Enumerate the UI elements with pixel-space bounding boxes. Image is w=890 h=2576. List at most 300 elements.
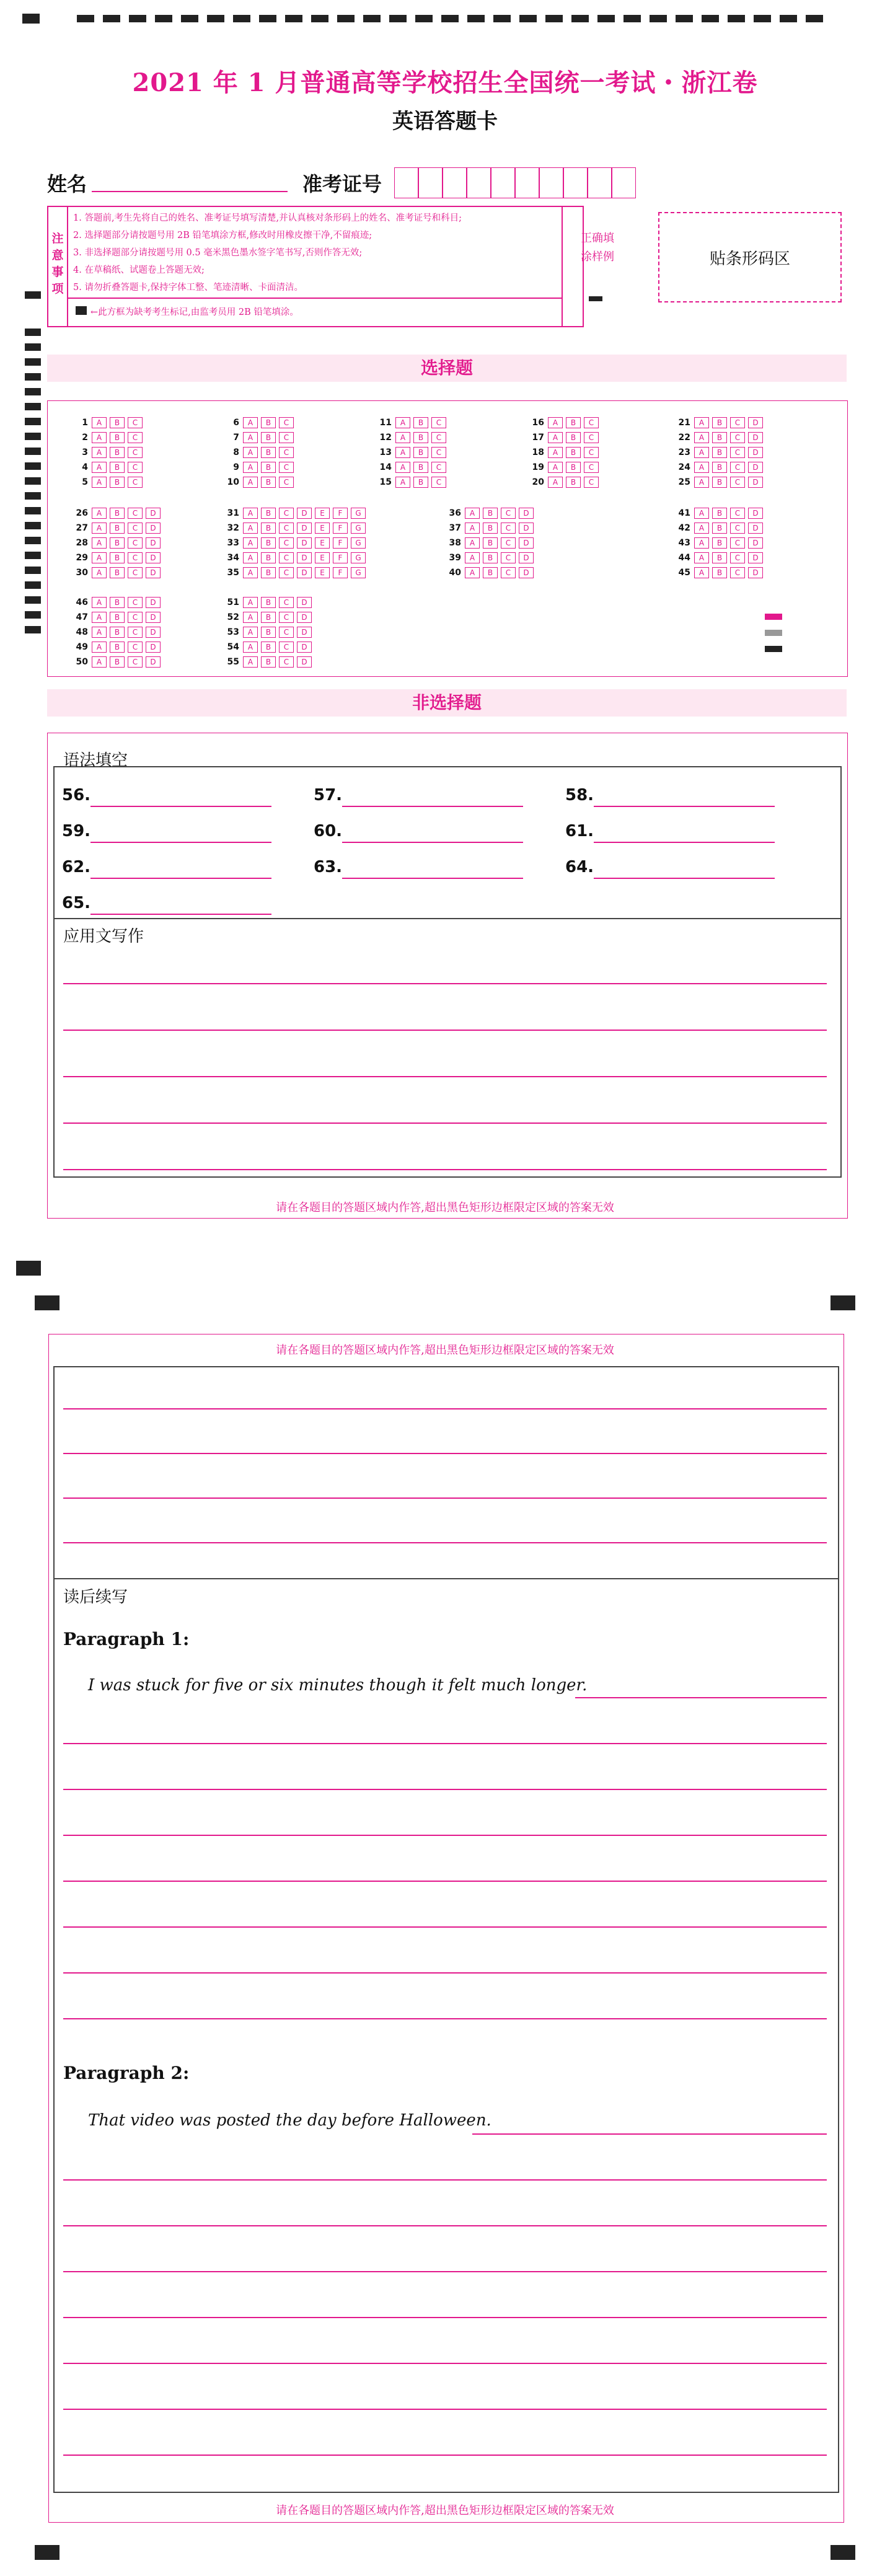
option-bubble[interactable]: B — [110, 523, 125, 534]
option-bubble[interactable]: C — [431, 417, 446, 428]
option-bubble[interactable]: C — [501, 508, 516, 519]
option-bubble[interactable]: D — [146, 552, 161, 563]
option-bubble[interactable]: A — [243, 523, 258, 534]
timing-mark — [25, 507, 41, 514]
option-bubble[interactable]: A — [243, 567, 258, 578]
option-bubble[interactable]: C — [730, 432, 745, 443]
option-bubble[interactable]: A — [92, 537, 107, 549]
option-bubble[interactable]: E — [315, 567, 330, 578]
grammar-blank-number: 59. — [62, 822, 91, 840]
option-bubble[interactable]: E — [315, 523, 330, 534]
option-bubble[interactable]: A — [465, 567, 480, 578]
option-bubble[interactable]: B — [483, 552, 498, 563]
option-bubble[interactable]: C — [128, 567, 143, 578]
option-bubble[interactable]: B — [110, 477, 125, 488]
option-bubble[interactable]: A — [92, 612, 107, 623]
option-bubble[interactable]: C — [501, 567, 516, 578]
option-bubble[interactable]: C — [730, 552, 745, 563]
option-bubble[interactable]: D — [146, 508, 161, 519]
option-bubble[interactable]: B — [261, 612, 276, 623]
exam-number-digit-box[interactable] — [491, 167, 515, 198]
grammar-blank[interactable] — [565, 858, 801, 883]
answer-frame-3 — [53, 1578, 839, 2493]
option-bubble[interactable]: F — [333, 523, 348, 534]
option-bubble[interactable]: F — [333, 552, 348, 563]
option-bubble[interactable]: A — [465, 508, 480, 519]
grammar-blank-line[interactable] — [90, 878, 271, 879]
writing-line[interactable] — [63, 1123, 827, 1124]
question-row — [372, 446, 449, 459]
option-bubble[interactable]: C — [730, 417, 745, 428]
option-bubble[interactable]: B — [566, 417, 581, 428]
writing-line[interactable] — [63, 1453, 827, 1454]
option-bubble[interactable]: C — [128, 656, 143, 668]
question-row — [219, 537, 369, 549]
option-bubble[interactable]: A — [395, 432, 410, 443]
option-bubble[interactable]: B — [566, 447, 581, 458]
option-bubble[interactable]: B — [110, 627, 125, 638]
option-bubble[interactable]: D — [297, 567, 312, 578]
option-bubble[interactable]: C — [279, 642, 294, 653]
option-bubble[interactable]: C — [584, 447, 599, 458]
option-bubble[interactable]: B — [483, 523, 498, 534]
option-bubble[interactable]: A — [694, 508, 709, 519]
option-bubble[interactable]: A — [243, 642, 258, 653]
grammar-blank[interactable] — [314, 822, 549, 847]
option-bubble[interactable]: C — [431, 432, 446, 443]
grammar-blank[interactable] — [62, 822, 297, 847]
option-bubble[interactable]: D — [519, 552, 534, 563]
option-bubble[interactable]: C — [128, 432, 143, 443]
option-bubble[interactable]: A — [92, 462, 107, 473]
option-bubble[interactable]: B — [712, 417, 727, 428]
option-bubble[interactable]: A — [395, 477, 410, 488]
option-bubble[interactable]: C — [279, 567, 294, 578]
option-bubble[interactable]: D — [748, 523, 763, 534]
option-bubble[interactable]: B — [712, 523, 727, 534]
writing-line[interactable] — [63, 1542, 827, 1543]
grammar-blank-line[interactable] — [594, 806, 775, 807]
grammar-blank-line[interactable] — [342, 842, 523, 843]
writing-line[interactable] — [63, 1498, 827, 1499]
paragraph-1-first-line[interactable] — [575, 1697, 827, 1698]
option-bubble[interactable]: C — [501, 537, 516, 549]
option-bubble[interactable]: D — [297, 597, 312, 608]
option-bubble[interactable]: C — [279, 417, 294, 428]
option-bubble[interactable]: B — [110, 567, 125, 578]
option-bubble[interactable]: B — [712, 552, 727, 563]
option-bubble[interactable]: A — [243, 627, 258, 638]
option-bubble[interactable]: B — [413, 447, 428, 458]
option-bubble[interactable]: A — [243, 537, 258, 549]
option-bubble[interactable]: A — [243, 417, 258, 428]
option-bubble[interactable]: B — [261, 656, 276, 668]
question-number: 25 — [678, 477, 690, 487]
option-bubble[interactable]: D — [748, 567, 763, 578]
option-bubble[interactable]: E — [315, 537, 330, 549]
option-bubble[interactable]: C — [128, 523, 143, 534]
option-bubble[interactable]: C — [730, 567, 745, 578]
option-bubble[interactable]: C — [279, 612, 294, 623]
option-bubble[interactable]: A — [92, 523, 107, 534]
option-bubble[interactable]: B — [261, 477, 276, 488]
option-bubble[interactable]: A — [243, 508, 258, 519]
option-bubble[interactable]: C — [128, 508, 143, 519]
question-row — [68, 446, 146, 459]
option-bubble[interactable]: B — [261, 537, 276, 549]
option-bubble[interactable]: A — [243, 552, 258, 563]
option-bubble[interactable]: A — [92, 447, 107, 458]
exam-number-digit-box[interactable] — [443, 167, 467, 198]
option-bubble[interactable]: B — [413, 477, 428, 488]
option-bubble[interactable]: C — [128, 447, 143, 458]
option-bubble[interactable]: B — [413, 417, 428, 428]
option-bubble[interactable]: C — [128, 417, 143, 428]
question-number: 48 — [76, 627, 88, 637]
option-bubble[interactable]: C — [279, 508, 294, 519]
writing-line[interactable] — [63, 2317, 827, 2318]
option-bubble[interactable]: D — [519, 537, 534, 549]
option-bubble[interactable]: C — [128, 642, 143, 653]
timing-mark — [155, 15, 172, 22]
option-bubble[interactable]: D — [146, 612, 161, 623]
option-bubble[interactable]: A — [243, 656, 258, 668]
timing-mark — [25, 581, 41, 589]
option-bubble[interactable]: D — [146, 567, 161, 578]
option-bubble[interactable]: D — [297, 523, 312, 534]
option-bubble[interactable]: B — [261, 523, 276, 534]
option-bubble[interactable]: C — [279, 462, 294, 473]
option-bubble[interactable]: A — [395, 447, 410, 458]
option-bubble[interactable]: B — [712, 537, 727, 549]
option-bubble[interactable]: B — [483, 567, 498, 578]
exam-number-digit-box[interactable] — [394, 167, 418, 198]
option-bubble[interactable]: A — [243, 612, 258, 623]
option-bubble[interactable]: A — [548, 417, 563, 428]
option-bubble[interactable]: E — [315, 552, 330, 563]
writing-line[interactable] — [63, 1881, 827, 1882]
option-bubble[interactable]: D — [146, 627, 161, 638]
option-bubble[interactable]: A — [243, 462, 258, 473]
grammar-blank-line[interactable] — [90, 914, 271, 915]
option-bubble[interactable]: D — [146, 656, 161, 668]
option-bubble[interactable]: C — [730, 462, 745, 473]
option-bubble[interactable]: B — [712, 447, 727, 458]
option-bubble[interactable]: D — [146, 537, 161, 549]
writing-line[interactable] — [63, 1076, 827, 1077]
grammar-blank-line[interactable] — [90, 842, 271, 843]
option-bubble[interactable]: A — [548, 432, 563, 443]
exam-number-digit-box[interactable] — [515, 167, 539, 198]
option-bubble[interactable]: C — [584, 432, 599, 443]
option-bubble[interactable]: C — [279, 477, 294, 488]
question-row — [68, 461, 146, 474]
option-bubble[interactable]: C — [279, 656, 294, 668]
option-bubble[interactable]: C — [730, 477, 745, 488]
option-bubble[interactable]: C — [279, 447, 294, 458]
option-bubble[interactable]: D — [146, 523, 161, 534]
option-bubble[interactable]: A — [548, 477, 563, 488]
option-bubble[interactable]: C — [128, 462, 143, 473]
option-bubble[interactable]: C — [730, 447, 745, 458]
grammar-blank-line[interactable] — [594, 842, 775, 843]
option-bubble[interactable]: A — [92, 477, 107, 488]
option-bubble[interactable]: C — [128, 477, 143, 488]
option-bubble[interactable]: D — [748, 537, 763, 549]
option-bubble[interactable]: D — [519, 508, 534, 519]
option-bubble[interactable]: G — [351, 508, 366, 519]
option-bubble[interactable]: B — [712, 567, 727, 578]
option-bubble[interactable]: A — [92, 627, 107, 638]
option-bubble[interactable]: D — [748, 462, 763, 473]
option-bubble[interactable]: A — [694, 567, 709, 578]
grammar-blank[interactable] — [314, 786, 549, 811]
question-number: 43 — [678, 538, 690, 548]
writing-line[interactable] — [63, 1030, 827, 1031]
exam-number-digit-box[interactable] — [563, 167, 588, 198]
option-bubble[interactable]: E — [315, 508, 330, 519]
option-bubble[interactable]: D — [519, 523, 534, 534]
option-bubble[interactable]: D — [297, 642, 312, 653]
option-bubble[interactable]: C — [584, 477, 599, 488]
option-bubble[interactable]: A — [548, 462, 563, 473]
option-bubble[interactable]: D — [748, 432, 763, 443]
writing-line[interactable] — [63, 1169, 827, 1170]
question-number: 20 — [532, 477, 544, 487]
grammar-blank[interactable] — [62, 786, 297, 811]
grammar-blank-line[interactable] — [90, 806, 271, 807]
grammar-blank[interactable] — [62, 858, 297, 883]
question-row — [524, 446, 602, 459]
question-row — [68, 611, 164, 624]
option-bubble[interactable]: B — [261, 508, 276, 519]
option-bubble[interactable]: A — [694, 432, 709, 443]
option-bubble[interactable]: C — [128, 537, 143, 549]
option-bubble[interactable]: A — [243, 477, 258, 488]
option-bubble[interactable]: A — [548, 447, 563, 458]
option-bubble[interactable]: D — [748, 477, 763, 488]
option-bubble[interactable]: A — [92, 656, 107, 668]
option-bubble[interactable]: B — [712, 432, 727, 443]
option-bubble[interactable]: B — [566, 462, 581, 473]
timing-mark — [77, 15, 94, 22]
option-bubble[interactable]: G — [351, 567, 366, 578]
grammar-blank-line[interactable] — [594, 878, 775, 879]
footer-warning-2: 请在各题目的答题区域内作答,超出黑色矩形边框限定区域的答案无效 — [276, 1344, 614, 1357]
writing-line[interactable] — [63, 2225, 827, 2226]
option-bubble[interactable]: C — [279, 523, 294, 534]
option-bubble[interactable]: D — [297, 537, 312, 549]
option-bubble[interactable]: D — [297, 656, 312, 668]
timing-mark — [311, 15, 328, 22]
option-bubble[interactable]: A — [92, 432, 107, 443]
option-bubble[interactable]: B — [712, 477, 727, 488]
option-bubble[interactable]: C — [501, 552, 516, 563]
option-bubble[interactable]: B — [110, 417, 125, 428]
option-bubble[interactable]: B — [566, 477, 581, 488]
option-bubble[interactable]: D — [297, 552, 312, 563]
option-bubble[interactable]: A — [92, 508, 107, 519]
writing-line[interactable] — [63, 1926, 827, 1928]
option-bubble[interactable]: C — [431, 462, 446, 473]
grammar-blank-line[interactable] — [342, 878, 523, 879]
writing-line[interactable] — [63, 2271, 827, 2272]
option-bubble[interactable]: B — [110, 552, 125, 563]
option-bubble[interactable]: D — [146, 642, 161, 653]
option-bubble[interactable]: A — [92, 552, 107, 563]
option-bubble[interactable]: A — [395, 462, 410, 473]
option-bubble[interactable]: B — [712, 462, 727, 473]
writing-line[interactable] — [63, 2409, 827, 2410]
option-bubble[interactable]: B — [413, 432, 428, 443]
question-number: 33 — [227, 538, 239, 548]
option-bubble[interactable]: G — [351, 523, 366, 534]
option-bubble[interactable]: D — [297, 508, 312, 519]
option-bubble[interactable]: A — [694, 462, 709, 473]
option-bubble[interactable]: A — [465, 523, 480, 534]
option-bubble[interactable]: B — [261, 417, 276, 428]
option-bubble[interactable]: B — [566, 432, 581, 443]
option-bubble[interactable]: B — [110, 656, 125, 668]
writing-line[interactable] — [63, 2018, 827, 2019]
option-bubble[interactable]: A — [92, 567, 107, 578]
option-bubble[interactable]: D — [297, 612, 312, 623]
question-row — [68, 476, 146, 488]
option-bubble[interactable]: A — [92, 597, 107, 608]
option-bubble[interactable]: B — [110, 612, 125, 623]
option-bubble[interactable]: A — [465, 552, 480, 563]
option-bubble[interactable]: C — [431, 477, 446, 488]
writing-line[interactable] — [63, 1835, 827, 1836]
option-bubble[interactable]: B — [110, 537, 125, 549]
exam-number-digit-box[interactable] — [467, 167, 491, 198]
option-bubble[interactable]: A — [694, 417, 709, 428]
paragraph-2-first-line[interactable] — [472, 2133, 827, 2135]
option-bubble[interactable]: A — [243, 432, 258, 443]
option-bubble[interactable]: F — [333, 537, 348, 549]
option-bubble[interactable]: D — [146, 597, 161, 608]
option-bubble[interactable]: G — [351, 552, 366, 563]
question-row — [68, 507, 164, 519]
timing-mark — [233, 15, 250, 22]
option-bubble[interactable]: B — [483, 508, 498, 519]
option-bubble[interactable]: D — [297, 627, 312, 638]
option-bubble[interactable]: A — [395, 417, 410, 428]
option-bubble[interactable]: A — [694, 477, 709, 488]
option-bubble[interactable]: C — [279, 552, 294, 563]
option-bubble[interactable]: C — [279, 537, 294, 549]
grammar-blank-line[interactable] — [342, 806, 523, 807]
option-bubble[interactable]: C — [279, 627, 294, 638]
option-bubble[interactable]: F — [333, 508, 348, 519]
absent-note: ←此方框为缺考考生标记,由监考员用 2B 铅笔填涂。 — [90, 307, 299, 317]
option-bubble[interactable]: D — [748, 447, 763, 458]
option-bubble[interactable]: B — [483, 537, 498, 549]
exam-number-digit-box[interactable] — [588, 167, 612, 198]
writing-line[interactable] — [63, 1972, 827, 1974]
option-bubble[interactable]: C — [730, 508, 745, 519]
option-bubble[interactable]: C — [730, 537, 745, 549]
grammar-blank[interactable] — [565, 822, 801, 847]
timing-mark — [467, 15, 485, 22]
option-bubble[interactable]: A — [465, 537, 480, 549]
absent-mark-box[interactable] — [76, 306, 87, 315]
option-bubble[interactable]: B — [110, 508, 125, 519]
writing-line[interactable] — [63, 2363, 827, 2364]
option-bubble[interactable]: B — [261, 447, 276, 458]
option-bubble[interactable]: D — [519, 567, 534, 578]
option-bubble[interactable]: B — [110, 642, 125, 653]
writing-line[interactable] — [63, 1789, 827, 1790]
exam-number-digit-box[interactable] — [418, 167, 443, 198]
option-bubble[interactable]: B — [261, 627, 276, 638]
option-bubble[interactable]: B — [110, 432, 125, 443]
option-bubble[interactable]: B — [712, 508, 727, 519]
option-bubble[interactable]: A — [694, 447, 709, 458]
option-bubble[interactable]: D — [748, 552, 763, 563]
option-bubble[interactable]: A — [243, 447, 258, 458]
exam-number-digit-box[interactable] — [539, 167, 563, 198]
option-bubble[interactable]: B — [261, 642, 276, 653]
paragraph-1-starter: I was stuck for five or six minutes though it felt much longer. — [88, 1676, 588, 1695]
option-bubble[interactable]: B — [110, 597, 125, 608]
option-bubble[interactable]: B — [413, 462, 428, 473]
option-bubble[interactable]: B — [261, 432, 276, 443]
option-bubble[interactable]: C — [128, 627, 143, 638]
grammar-blank[interactable] — [565, 786, 801, 811]
exam-number-digit-box[interactable] — [612, 167, 636, 198]
question-row — [671, 552, 766, 564]
option-bubble[interactable]: B — [110, 447, 125, 458]
option-bubble[interactable]: G — [351, 537, 366, 549]
option-bubble[interactable]: B — [261, 552, 276, 563]
option-bubble[interactable]: C — [128, 612, 143, 623]
writing-line[interactable] — [63, 1743, 827, 1744]
option-bubble[interactable]: A — [92, 417, 107, 428]
option-bubble[interactable]: D — [748, 508, 763, 519]
option-bubble[interactable]: C — [128, 552, 143, 563]
option-bubble[interactable]: A — [243, 597, 258, 608]
question-number: 21 — [678, 418, 690, 428]
option-bubble[interactable]: B — [261, 567, 276, 578]
question-number: 39 — [449, 553, 461, 563]
option-bubble[interactable]: D — [748, 417, 763, 428]
option-bubble[interactable]: C — [128, 597, 143, 608]
option-bubble[interactable]: B — [261, 597, 276, 608]
name-field[interactable] — [92, 191, 288, 192]
option-bubble[interactable]: C — [279, 432, 294, 443]
option-bubble[interactable]: A — [694, 537, 709, 549]
option-bubble[interactable]: C — [730, 523, 745, 534]
option-bubble[interactable]: C — [431, 447, 446, 458]
writing-line[interactable] — [63, 983, 827, 984]
option-bubble[interactable]: A — [694, 523, 709, 534]
option-bubble[interactable]: F — [333, 567, 348, 578]
writing-line[interactable] — [63, 1408, 827, 1409]
option-bubble[interactable]: A — [92, 642, 107, 653]
option-bubble[interactable]: C — [584, 417, 599, 428]
option-bubble[interactable]: C — [279, 597, 294, 608]
option-bubble[interactable]: B — [110, 462, 125, 473]
option-bubble[interactable]: C — [584, 462, 599, 473]
grammar-blank[interactable] — [314, 858, 549, 883]
writing-line[interactable] — [63, 2455, 827, 2456]
writing-line[interactable] — [63, 2179, 827, 2181]
grammar-blank[interactable] — [62, 894, 297, 919]
option-bubble[interactable]: A — [694, 552, 709, 563]
option-bubble[interactable]: B — [261, 462, 276, 473]
option-bubble[interactable]: C — [501, 523, 516, 534]
